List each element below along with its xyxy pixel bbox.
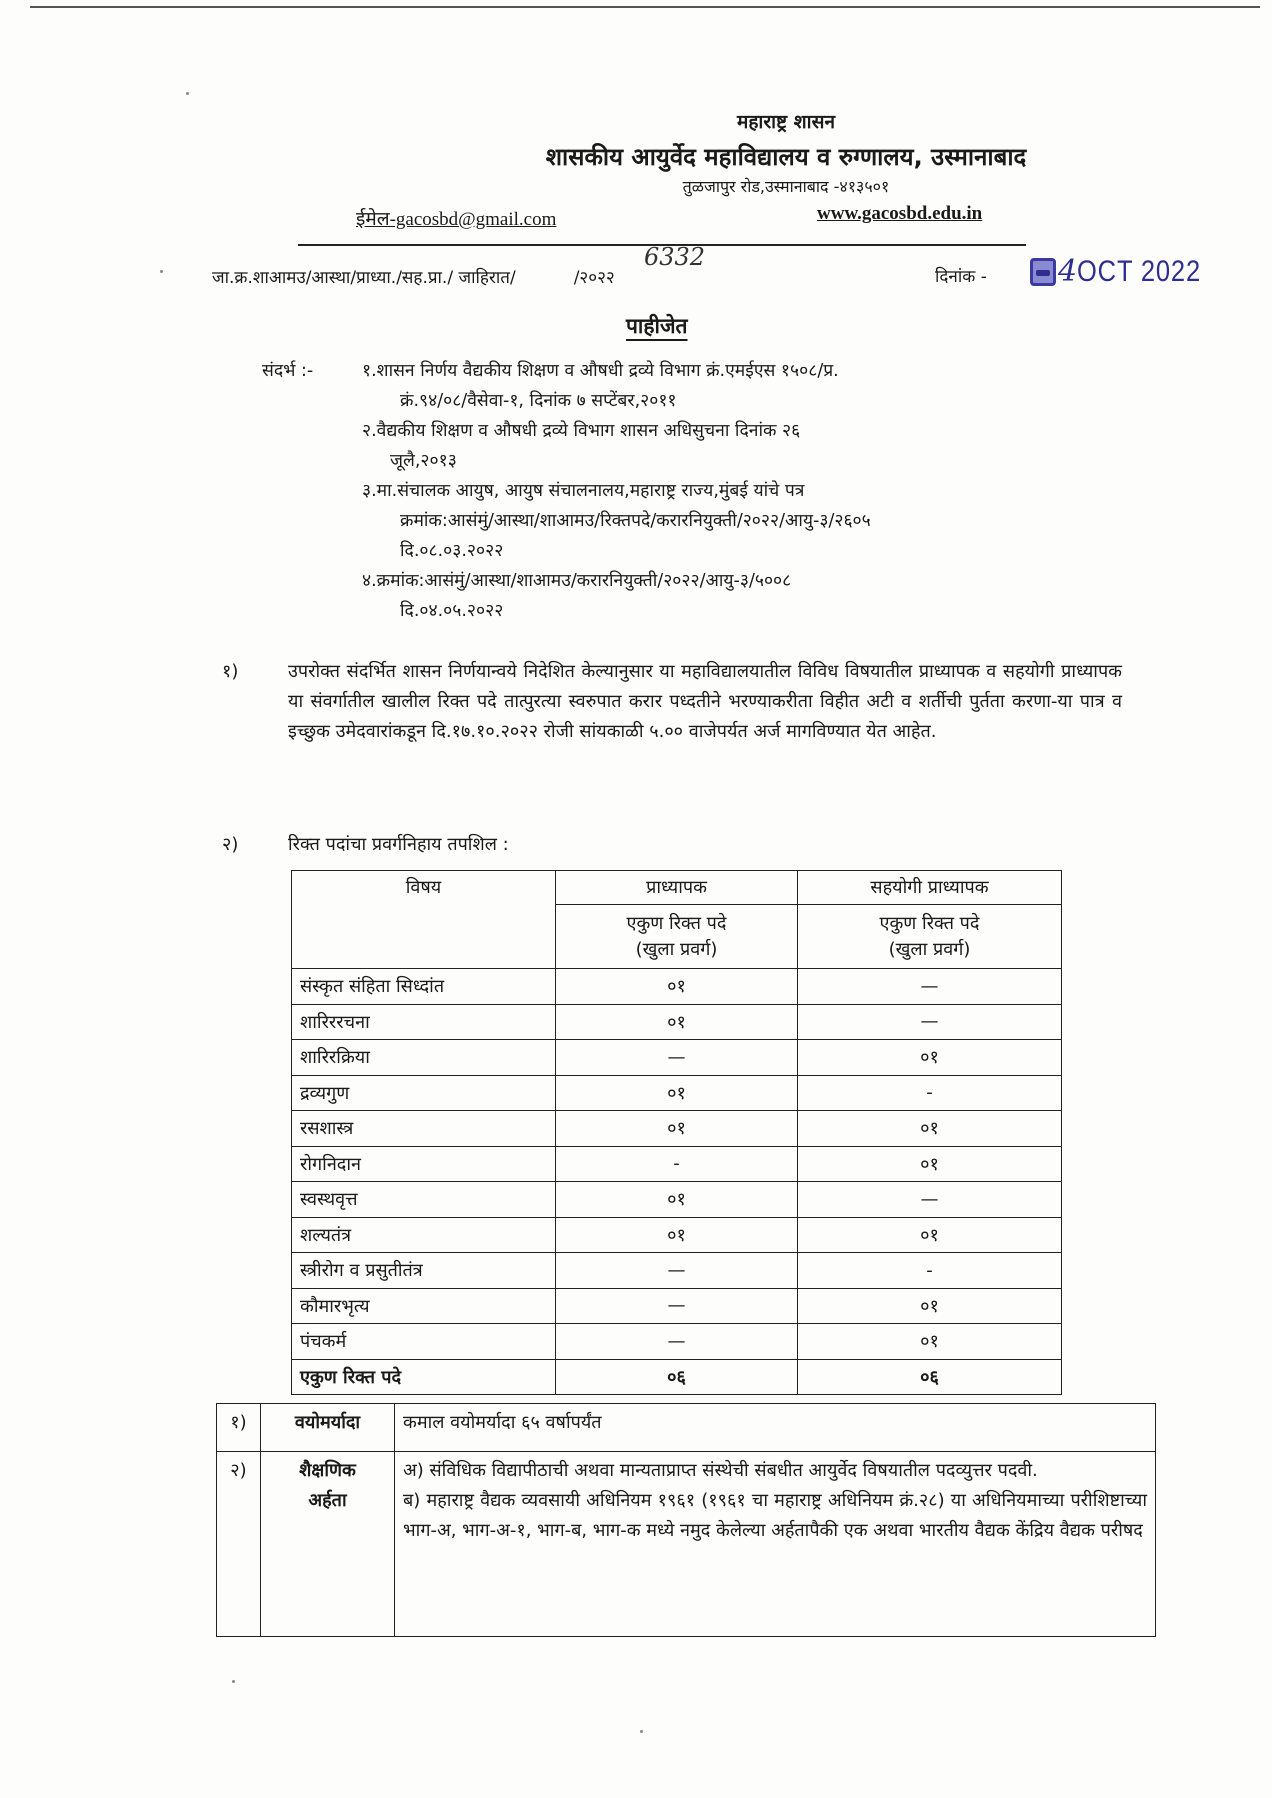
reference-item-cont: दि.०४.०५.२०२२	[400, 601, 504, 621]
cell-professor: —	[556, 1040, 798, 1076]
cell-subject: रसशास्त्र	[292, 1111, 556, 1147]
cell-subject: संस्कृत संहिता सिध्दांत	[292, 969, 556, 1005]
table-row	[292, 969, 1062, 1005]
reference-item-cont: क्रमांक:आसंमुं/आस्था/शाआमउ/रिक्तपदे/करारनियुक्ती/२०२२/आयु-३/२६०५	[400, 511, 871, 531]
table-row	[292, 1324, 1062, 1360]
cell-subject: शारिररचना	[292, 1004, 556, 1040]
cell-assoc: -	[798, 1253, 1062, 1289]
college-address: तुळजापुर रोड,उस्मानाबाद -४१३५०१	[682, 177, 890, 196]
website-link[interactable]: www.gacosbd.edu.in	[817, 203, 983, 224]
reference-item-cont: जूलै,२०१३	[390, 451, 457, 471]
cell-professor: —	[556, 1324, 798, 1360]
paragraph-text: उपरोक्त संदर्भित शासन निर्णयान्वये निदेशित केल्यानुसार या महाविद्यालयातील विविध विषयातील प्राध्यापक व सहयोगी प्राध्यापक या संवर्गातील खालील रिक्त पदे तात्पुरत्या स्वरुपात करार पध्दतीने भरण्याकरीता विहीत अटी व शर्तीची पुर्तता करणा-या पात्र व इच्छुक उमेदवारांकडून दि.१७.१०.२०२२ रोजी सांयकाळी ५.०० वाजेपर्यत अर्ज मागविण्यात येत आहेत.	[288, 661, 1122, 742]
row-key-line1: शैक्षणिक	[299, 1460, 356, 1481]
cell-assoc: ०१	[798, 1111, 1062, 1147]
reference-item: २.वैद्यकीय शिक्षण व औषधी द्रव्ये विभाग शासन अधिसुचना दिनांक २६	[362, 421, 801, 441]
college-name: शासकीय आयुर्वेद महाविद्यालय व रुग्णालय, उस्मानाबाद	[545, 143, 1027, 171]
row-key: वयोमर्यादा	[261, 1404, 395, 1452]
subheader-professor	[556, 905, 798, 969]
subheader-line1: एकुण रिक्त पदे	[879, 912, 980, 934]
table-total-row	[292, 1359, 1062, 1395]
reference-item: ३.मा.संचालक आयुष, आयुष संचालनालय,महाराष्ट्र राज्य,मुंबई यांचे पत्र	[362, 481, 805, 501]
cell-subject: द्रव्यगुण	[292, 1075, 556, 1111]
scan-speck	[160, 270, 163, 273]
reference-year: /२०२२	[573, 268, 615, 288]
cell-assoc: —	[798, 1004, 1062, 1040]
header-professor: प्राध्यापक	[556, 871, 798, 905]
reference-item-cont: क्रं.९४/०८/वैसेवा-१, दिनांक ७ सप्टेंबर,२०११	[400, 391, 677, 411]
vacancy-table	[291, 870, 1062, 1395]
row-value: कमाल वयोमर्यादा ६५ वर्षापर्यंत	[395, 1404, 1156, 1452]
table-row	[292, 1182, 1062, 1218]
row-number: १)	[217, 1404, 261, 1452]
email-link[interactable]: ईमेल-gacosbd@gmail.com	[356, 209, 557, 230]
subheader-line2: (खुला प्रवर्ग)	[635, 938, 718, 960]
cell-professor: ०१	[556, 1004, 798, 1040]
cell-assoc: ०१	[798, 1288, 1062, 1324]
paragraph-number: २)	[222, 834, 239, 855]
cell-professor: ०१	[556, 1182, 798, 1218]
cell-professor: —	[556, 1253, 798, 1289]
row-key	[261, 1452, 395, 1637]
row-value	[395, 1452, 1156, 1637]
cell-subject: शारिरक्रिया	[292, 1040, 556, 1076]
reference-number-text: जा.क्र.शाआमउ/आस्था/प्राध्या./सह.प्रा./ जाहिरात/	[212, 268, 516, 288]
seal-icon	[1030, 258, 1056, 286]
scan-speck	[640, 1730, 643, 1733]
notice-title: पाहीजेत	[626, 314, 688, 338]
cell-subject: स्त्रीरोग व प्रसुतीतंत्र	[292, 1253, 556, 1289]
handwritten-number: 6332	[644, 243, 706, 271]
cell-subject: रोगनिदान	[292, 1146, 556, 1182]
date-label: दिनांक -	[935, 267, 987, 287]
reference-item: १.शासन निर्णय वैद्यकीय शिक्षण व औषधी द्रव्ये विभाग क्रं.एमईएस १५०८/प्र.	[362, 361, 839, 381]
row-key-line2: अर्हता	[308, 1490, 347, 1511]
cell-total-assoc: ०६	[798, 1359, 1062, 1395]
cell-assoc: —	[798, 969, 1062, 1005]
subheader-line2: (खुला प्रवर्ग)	[888, 938, 971, 960]
cell-professor: ०१	[556, 969, 798, 1005]
references-label: संदर्भ :-	[262, 361, 314, 381]
cell-assoc: ०१	[798, 1146, 1062, 1182]
table-row	[292, 1146, 1062, 1182]
cell-assoc: ०१	[798, 1217, 1062, 1253]
table-row	[292, 1217, 1062, 1253]
reference-number	[212, 243, 706, 288]
table-header-row	[292, 871, 1062, 905]
cell-assoc: ०१	[798, 1324, 1062, 1360]
paragraph-number: १)	[222, 661, 239, 682]
top-border-line	[30, 6, 1260, 8]
date-stamp	[1030, 254, 1223, 289]
table-row	[292, 1075, 1062, 1111]
cell-assoc: -	[798, 1075, 1062, 1111]
cell-professor: —	[556, 1288, 798, 1324]
stamp-day: 4	[1058, 254, 1078, 289]
cell-subject: स्वस्थवृत्त	[292, 1182, 556, 1218]
table-row	[292, 1288, 1062, 1324]
cell-total-professor: ०६	[556, 1359, 798, 1395]
stamp-date: OCT 2022	[1077, 254, 1202, 288]
scan-speck	[186, 92, 189, 95]
cell-subject: पंचकर्म	[292, 1324, 556, 1360]
cell-professor: -	[556, 1146, 798, 1182]
eligibility-table	[216, 1403, 1156, 1637]
cell-assoc: —	[798, 1182, 1062, 1218]
cell-total-label: एकुण रिक्त पदे	[292, 1359, 556, 1395]
cell-professor: ०१	[556, 1217, 798, 1253]
table-row	[292, 1253, 1062, 1289]
table-row	[292, 1004, 1062, 1040]
header-assoc-professor: सहयोगी प्राध्यापक	[798, 871, 1062, 905]
cell-assoc: ०१	[798, 1040, 1062, 1076]
cell-professor: ०१	[556, 1075, 798, 1111]
paragraph-text: रिक्त पदांचा प्रवर्गनिहाय तपशिल :	[288, 834, 509, 855]
eligibility-row	[217, 1452, 1156, 1637]
table-row	[292, 1111, 1062, 1147]
reference-item-cont: दि.०८.०३.२०२२	[400, 541, 504, 561]
row-value-a: अ) संविधिक विद्यापीठाची अथवा मान्यताप्राप्त संस्थेची संबधीत आयुर्वेद विषयातील पदव्युत्तर पदवी.	[403, 1460, 1038, 1481]
references-list	[362, 356, 1142, 626]
subheader-assoc	[798, 905, 1062, 969]
cell-professor: ०१	[556, 1111, 798, 1147]
cell-subject: शल्यतंत्र	[292, 1217, 556, 1253]
row-number: २)	[217, 1452, 261, 1637]
eligibility-row	[217, 1404, 1156, 1452]
table-row	[292, 1040, 1062, 1076]
government-heading: महाराष्ट्र शासन	[736, 111, 835, 133]
cell-subject: कौमारभृत्य	[292, 1288, 556, 1324]
reference-item: ४.क्रमांक:आसंमुं/आस्था/शाआमउ/करारनियुक्ती/२०२२/आयु-३/५००८	[362, 571, 792, 591]
header-subject: विषय	[292, 871, 556, 969]
row-value-b: ब) महाराष्ट्र वैद्यक व्यवसायी अधिनियम १९६१ (१९६१ चा महाराष्ट्र अधिनियम क्रं.२८) या अधिनियमाच्या परीशिष्टाच्या भाग-अ, भाग-अ-१, भाग-ब, भाग-क मध्ये नमुद केलेल्या अर्हतापैकी एक अथवा भारतीय वैद्यक केंद्रिय वैद्यक परीषद	[403, 1490, 1147, 1541]
subheader-line1: एकुण रिक्त पदे	[626, 912, 727, 934]
scan-speck	[232, 1680, 235, 1683]
